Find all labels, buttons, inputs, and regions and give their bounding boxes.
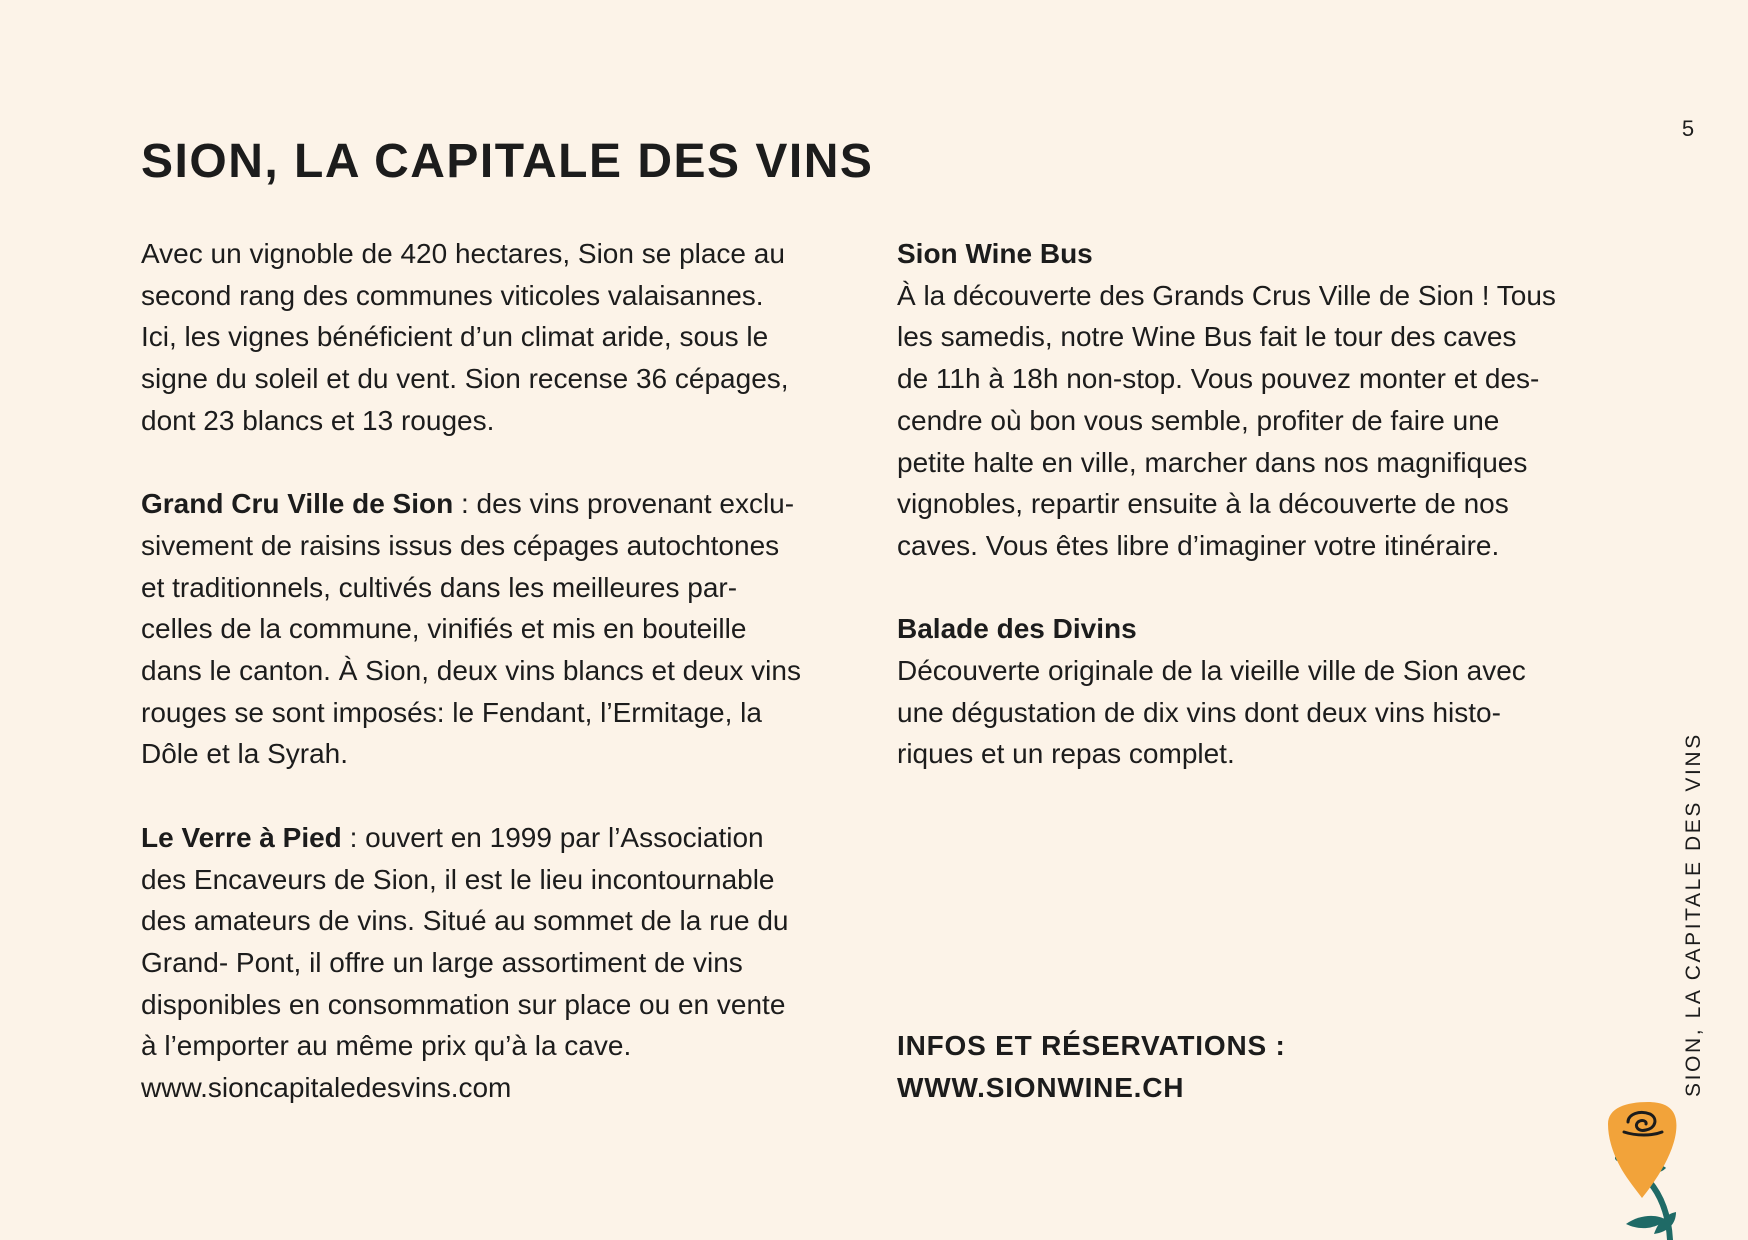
text-line: riques et un repas complet. [897,738,1235,770]
text-line: Grand- Pont, il offre un large assortiment de vins [141,946,743,978]
heading-text: Balade des Divins [897,613,1137,645]
intro-paragraph [141,233,861,442]
grand-cru-heading: Grand Cru Ville de Sion [141,488,454,520]
text-line: petite halte en ville, marcher dans nos magnifiques [897,446,1528,478]
text-line: À la découverte des Grands Crus Ville de Sion ! Tous [897,279,1556,311]
text-line: Avec un vignoble de 420 hectares, Sion se place au [141,238,785,269]
wine-bus-heading [897,233,1617,275]
text-line: les samedis, notre Wine Bus fait le tour des caves [897,321,1517,353]
verre-a-pied-heading: Le Verre à Pied [141,821,342,853]
text-line: Ici, les vignes bénéficient d’un climat aride, sous le [141,321,769,353]
page-title: SION, LA CAPITALE DES VINS [141,135,874,188]
text-line [141,817,861,859]
grand-cru-paragraph [141,483,861,775]
text-line: Dôle et la Syrah. [141,738,348,770]
wine-bus-paragraph [897,233,1617,567]
text-line [141,483,861,525]
balade-paragraph [897,608,1617,775]
text-line: caves. Vous êtes libre d’imaginer votre itinéraire. [897,529,1500,561]
website-link[interactable]: www.sioncapitaledesvins.com [141,1072,512,1104]
text-line: des amateurs de vins. Situé au sommet de la rue du [141,905,789,937]
flower-icon [1596,1102,1706,1240]
text-line: dans le canton. À Sion, deux vins blancs et deux vins [141,655,801,687]
text-line: une dégustation de dix vins dont deux vins histo- [897,696,1501,728]
text-line: des Encaveurs de Sion, il est le lieu incontournable [141,863,775,895]
text-line: vignobles, repartir ensuite à la découverte de nos [897,488,1509,520]
infos-label: INFOS ET RÉSERVATIONS : [897,1030,1286,1061]
text-line: disponibles en consommation sur place ou en vente [141,988,786,1020]
right-column [897,233,1617,775]
text-line: sivement de raisins issus des cépages autochtones [141,529,780,561]
text-line: dont 23 blancs et 13 rouges. [141,404,495,436]
side-label: SION, LA CAPITALE DES VINS [1682,732,1705,1097]
verre-a-pied-paragraph [141,817,861,1109]
infos-block [897,1025,1286,1108]
text-fragment: : des vins provenant exclu- [453,488,795,520]
text-line: à l’emporter au même prix qu’à la cave. [141,1030,632,1062]
left-column [141,233,861,1109]
text-line: cendre où bon vous semble, profiter de faire une [897,404,1500,436]
text-line: Découverte originale de la vieille ville de Sion avec [897,655,1526,687]
text-line: second rang des communes viticoles valaisannes. [141,279,764,311]
text-line: celles de la commune, vinifiés et mis en bouteille [141,613,747,645]
balade-heading [897,608,1617,650]
text-line: signe du soleil et du vent. Sion recense 36 cépages, [141,363,789,395]
text-fragment: : ouvert en 1999 par l’Association [341,821,764,853]
text-line: rouges se sont imposés: le Fendant, l’Ermitage, la [141,696,762,728]
text-line: de 11h à 18h non-stop. Vous pouvez monter et des- [897,363,1540,395]
text-line: et traditionnels, cultivés dans les meilleures par- [141,571,738,603]
page-number: 5 [1681,116,1695,141]
heading-text: Sion Wine Bus [897,238,1093,269]
infos-url-link[interactable]: WWW.SIONWINE.CH [897,1071,1185,1103]
